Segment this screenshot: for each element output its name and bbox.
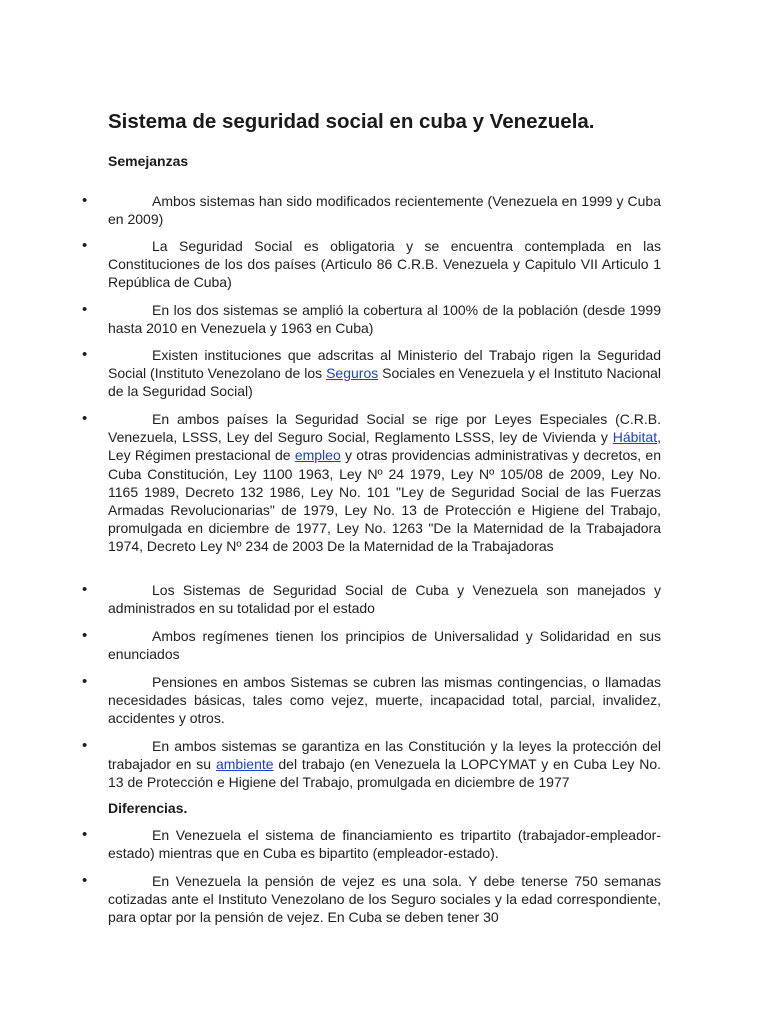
paragraph-text: Ambos sistemas han sido modificados recientemente (Venezuela en 1999 y Cuba en 2009) bbox=[108, 193, 661, 228]
paragraph-text: Ambos regímenes tienen los principios de Universalidad y Solidaridad en sus enunciados bbox=[108, 628, 661, 663]
list-item bbox=[82, 737, 662, 792]
paragraph-text: del trabajo (en Venezuela la LOPCYMAT y en Cuba Ley No. 13 de Protección e Higiene del Trabajo, promulgada en diciembre de 1977 bbox=[108, 756, 662, 791]
paragraph-text: En Venezuela la pensión de vejez es una sola. Y debe tenerse 750 semanas cotizadas ante el Instituto Venezolano de los Seguro sociales y la edad correspondiente, para optar por la pensión de vejez. En Cuba se deben tener 30 bbox=[108, 873, 661, 926]
bullet-icon: • bbox=[82, 346, 88, 363]
paragraph-text: Pensiones en ambos Sistemas se cubren las mismas contingencias, o llamadas necesidades básicas, tales como vejez, muerte, incapacidad total, parcial, invalidez, accidentes y otros. bbox=[108, 674, 661, 727]
section-heading-semejanzas: Semejanzas bbox=[108, 153, 189, 169]
paragraph-text: En Venezuela el sistema de financiamiento es tripartito (trabajador-empleador-estado) mientras que en Cuba es bipartito (empleador-estado). bbox=[108, 827, 661, 862]
bullet-icon: • bbox=[82, 872, 88, 889]
list-item bbox=[82, 581, 661, 617]
list-item bbox=[82, 627, 661, 663]
section-heading-diferencias: Diferencias. bbox=[108, 800, 188, 816]
bullet-icon: • bbox=[82, 737, 88, 754]
paragraph-text: , Ley Régimen prestacional de bbox=[108, 429, 661, 464]
bullet-icon: • bbox=[82, 581, 88, 598]
list-item bbox=[82, 346, 661, 401]
paragraph-text: La Seguridad Social es obligatoria y se encuentra contemplada en las Constituciones de los dos países (Articulo 86 C.R.B. Venezuela y Capitulo VII Articulo 1 República de Cuba) bbox=[108, 238, 661, 291]
list-item bbox=[82, 192, 661, 228]
bullet-icon: • bbox=[82, 826, 88, 843]
paragraph-text: En ambos sistemas se garantiza en las Constitución y la leyes la protección del trabajador en su bbox=[108, 738, 661, 773]
inline-link[interactable]: Hábitat bbox=[612, 429, 658, 446]
bullet-icon: • bbox=[82, 192, 88, 209]
paragraph-text: En los dos sistemas se amplió la cobertura al 100% de la población (desde 1999 hasta 2010 en Venezuela y 1963 en Cuba) bbox=[108, 302, 661, 337]
bullet-icon: • bbox=[82, 301, 88, 318]
list-item bbox=[82, 301, 661, 337]
bullet-icon: • bbox=[82, 410, 88, 427]
bullet-icon: • bbox=[82, 237, 88, 254]
list-item bbox=[82, 673, 661, 728]
paragraph-text: Sociales en Venezuela y el Instituto Nacional de la Seguridad Social) bbox=[108, 365, 661, 400]
list-item bbox=[82, 237, 661, 292]
inline-link[interactable]: Seguros bbox=[326, 365, 379, 382]
inline-link[interactable]: empleo bbox=[294, 447, 341, 464]
bullet-icon: • bbox=[82, 627, 88, 644]
paragraph-text: En ambos países la Seguridad Social se rige por Leyes Especiales (C.R.B. Venezuela, LSSS, Ley del Seguro Social, Reglamento LSSS, ley de Vivienda y bbox=[108, 411, 661, 446]
document-title: Sistema de seguridad social en cuba y Venezuela. bbox=[108, 110, 595, 133]
inline-link[interactable]: ambiente bbox=[215, 756, 274, 773]
paragraph-text: Existen instituciones que adscritas al Ministerio del Trabajo rigen la Seguridad Social (Instituto Venezolano de los bbox=[108, 347, 661, 382]
paragraph-text: Los Sistemas de Seguridad Social de Cuba y Venezuela son manejados y administrados en su totalidad por el estado bbox=[108, 582, 661, 617]
list-item bbox=[82, 826, 661, 862]
list-item bbox=[82, 410, 661, 556]
list-item bbox=[82, 872, 661, 927]
paragraph-text: y otras providencias administrativas y decretos, en Cuba Constitución, Ley 1100 1963, Ley Nº 24 1979, Ley Nº 105/08 de 2009, Ley No. 1165 1989, Decreto 132 1986, Ley No. 101 "Ley de Seguridad Social de las Fuerzas Armadas Revolucionarias" de 1979, Ley No. 13 de Protección e Higiene del Trabajo, promulgada en diciembre de 1977, Ley No. 1263 "De la Maternidad de la Trabajadora 1974, Decreto Ley Nº 234 de 2003 De la Maternidad de la Trabajadoras bbox=[108, 447, 661, 555]
bullet-icon: • bbox=[82, 673, 88, 690]
